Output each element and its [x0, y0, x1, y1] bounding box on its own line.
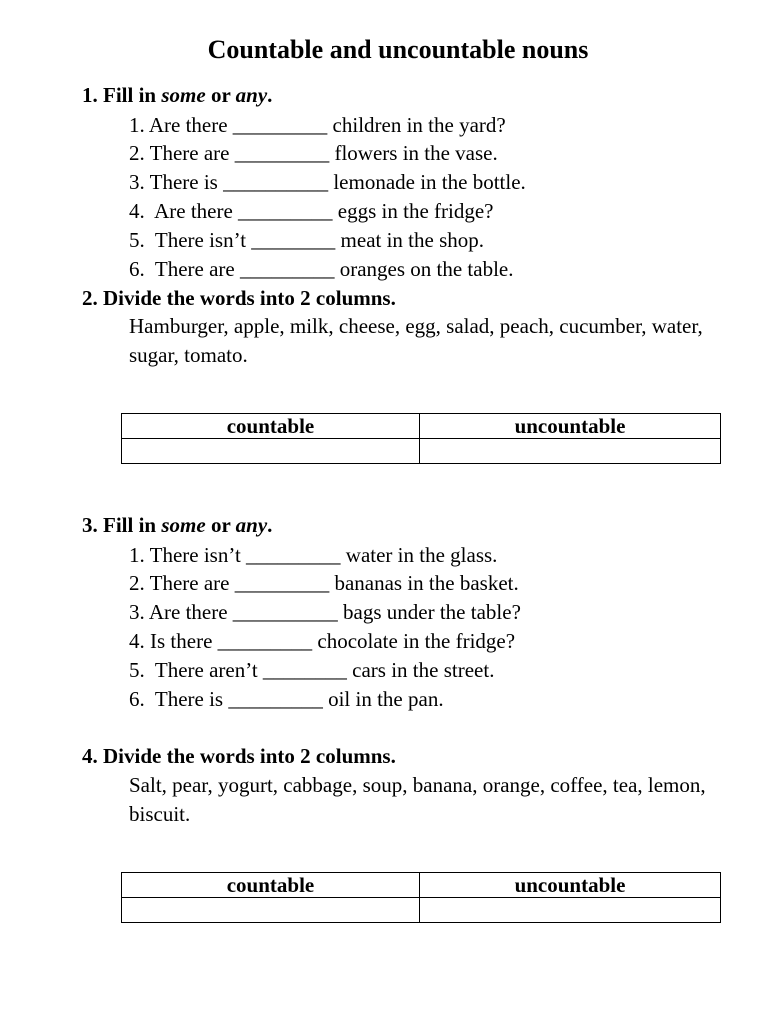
exercise-item: 3. Are there __________ bags under the table?: [129, 600, 521, 624]
exercise-item: 6. There are _________ oranges on the table.: [129, 257, 514, 281]
answer-cell-uncountable[interactable]: [420, 439, 721, 464]
section-4-heading: 4. Divide the words into 2 columns.: [82, 744, 396, 768]
word-list: Salt, pear, yogurt, cabbage, soup, banana, orange, coffee, tea, lemon, biscuit.: [129, 773, 706, 826]
heading-word-any: any: [235, 513, 268, 537]
heading-text: Fill in: [103, 513, 162, 537]
column-header-countable: countable: [122, 873, 420, 898]
heading-text: or: [205, 513, 236, 537]
answer-cell-countable[interactable]: [122, 439, 420, 464]
exercise-item: 2. There are _________ flowers in the vase.: [129, 141, 498, 165]
exercise-item: 4. Are there _________ eggs in the fridge?: [129, 199, 494, 223]
heading-text: or: [205, 83, 236, 107]
section-number: 3.: [82, 513, 103, 537]
answer-cell-countable[interactable]: [122, 898, 420, 923]
exercise-item: 1. There isn’t _________ water in the glass.: [129, 543, 498, 567]
column-header-uncountable: uncountable: [420, 414, 721, 439]
exercise-item: 4. Is there _________ chocolate in the fridge?: [129, 629, 516, 653]
exercise-item: 6. There is _________ oil in the pan.: [129, 687, 444, 711]
column-header-uncountable: uncountable: [420, 873, 721, 898]
exercise-item: 3. There is __________ lemonade in the bottle.: [129, 170, 526, 194]
answer-cell-uncountable[interactable]: [420, 898, 721, 923]
heading-word-some: some: [161, 83, 206, 107]
section-1-heading: [82, 81, 272, 109]
section-2-heading: 2. Divide the words into 2 columns.: [82, 286, 396, 310]
exercise-item: 1. Are there _________ children in the yard?: [129, 113, 506, 137]
exercise-item: 2. There are _________ bananas in the basket.: [129, 571, 519, 595]
sorting-table: [121, 413, 721, 464]
column-header-countable: countable: [122, 414, 420, 439]
heading-text: .: [267, 83, 273, 107]
page-title: Countable and uncountable nouns: [207, 35, 589, 64]
section-number: 1.: [82, 83, 103, 107]
sorting-table: [121, 872, 721, 923]
heading-word-any: any: [235, 83, 268, 107]
section-3-heading: [82, 511, 272, 539]
heading-text: Fill in: [103, 83, 162, 107]
exercise-item: 5. There isn’t ________ meat in the shop.: [129, 228, 485, 252]
heading-word-some: some: [161, 513, 206, 537]
heading-text: .: [267, 513, 273, 537]
word-list: Hamburger, apple, milk, cheese, egg, salad, peach, cucumber, water, sugar, tomato.: [129, 314, 703, 367]
exercise-item: 5. There aren’t ________ cars in the street.: [129, 658, 495, 682]
